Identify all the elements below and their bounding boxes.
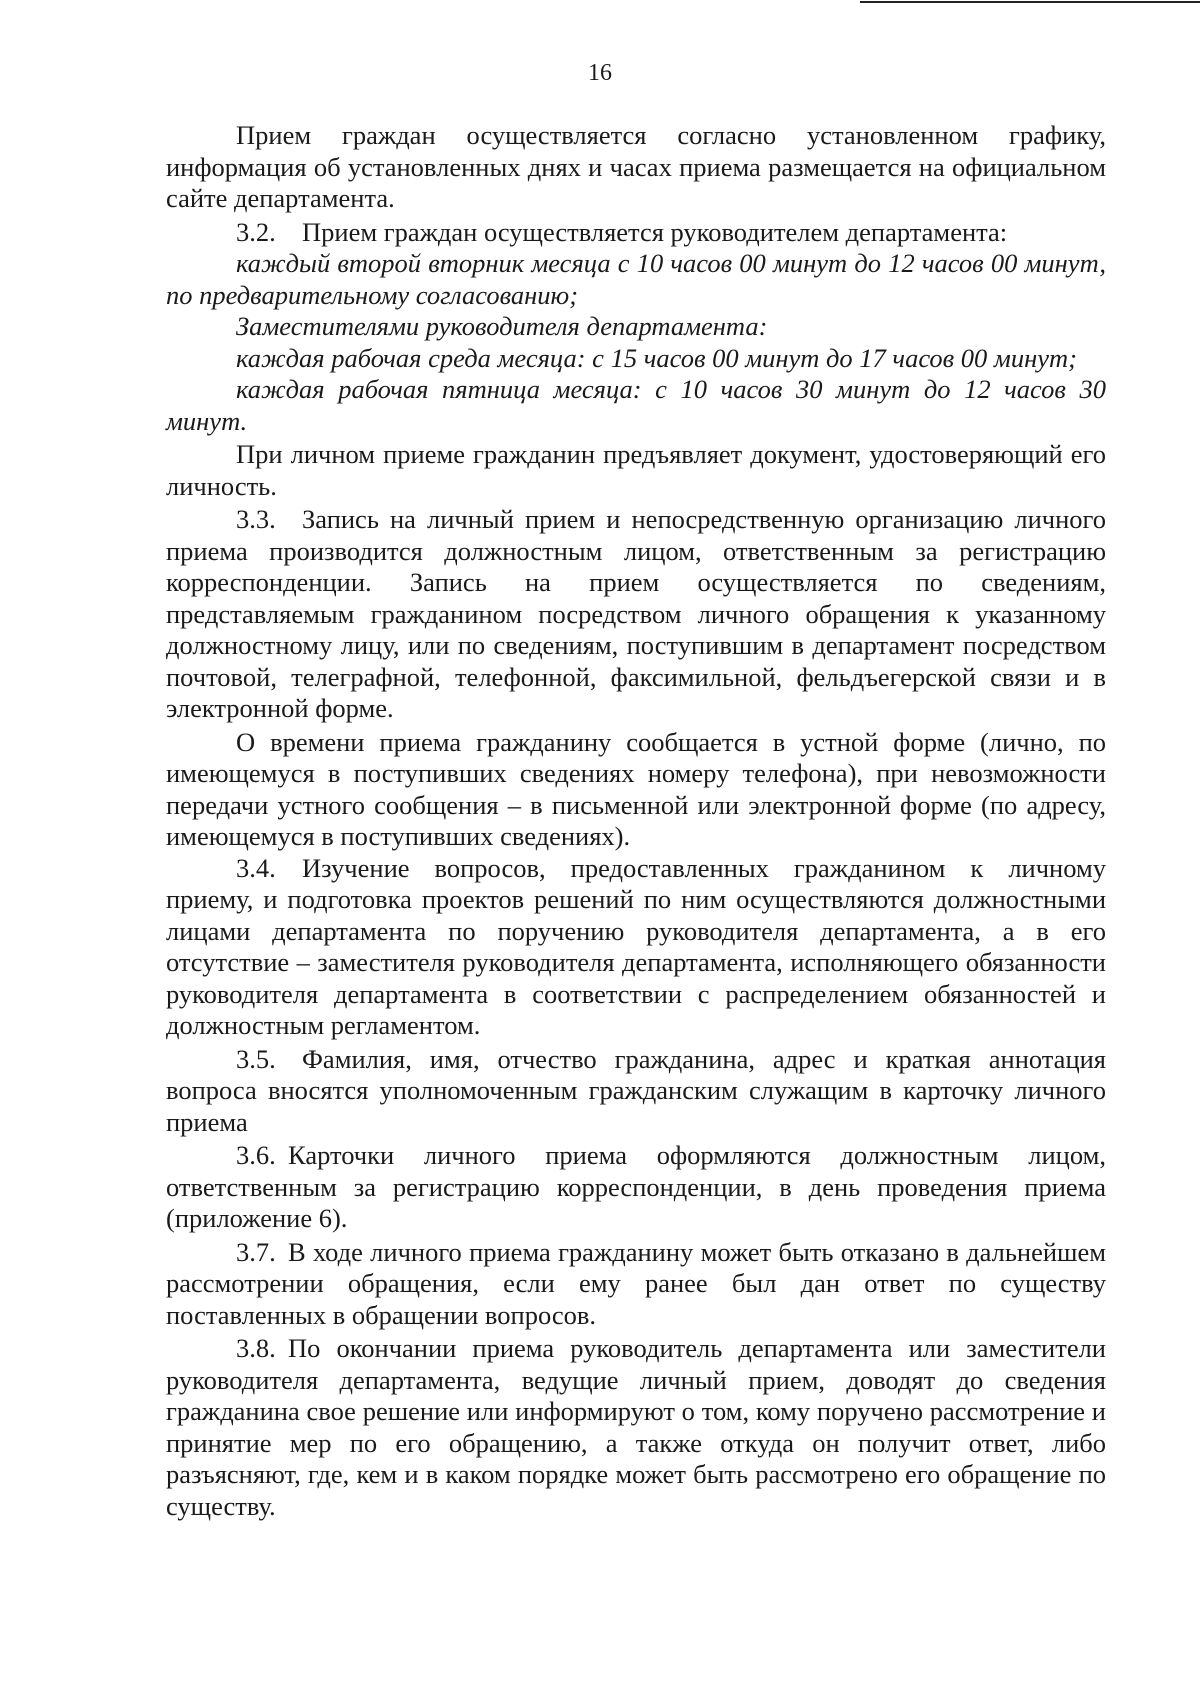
clause-number: 3.3. [236, 504, 276, 534]
page-number: 16 [588, 60, 612, 86]
paragraph-3-6: 3.6. Карточки личного приема оформляются должностным лицом, ответственным за регистрацию корреспонденции, в день проведения приема (приложение 6). [166, 1140, 1106, 1233]
paragraph-3-8: 3.8. По окончании приема руководитель департамента или заместители руководителя департамента, ведущие личный прием, доводят до сведения гражданина свое решение или информируют о том, кому поручено рассмотрение и принятие мер по его обращению, а также откуда он получит ответ, либо разъясняют, где, кем и в каком порядке может быть рассмотрено его обращение по существу. [166, 1333, 1106, 1521]
paragraph-reception-schedule: Прием граждан осуществляется согласно установленном графику, информация об установленных днях и часах приема размещается на официальном сайте департамента. [166, 120, 1106, 213]
clause-number: 3.7. [236, 1236, 276, 1267]
paragraph-wednesday-schedule: каждая рабочая среда месяца: с 15 часов 00 минут до 17 часов 00 минут; [236, 342, 1077, 373]
paragraph-3-3: 3.3. Запись на личный прием и непосредственную организацию личного приема производится должностным лицом, ответственным за регистрацию корреспонденции. Запись на прием осуществляется по сведениям, представляемым гражданином посредством личного обращения к указанному должностному лицу, или по сведениям, поступившим в департамент посредством почтовой, телеграфной, телефонной, факсимильной, фельдъегерской связи и в электронной форме. [166, 504, 1106, 723]
clause-number: 3.6. [236, 1140, 276, 1170]
paragraph-friday-schedule: каждая рабочая пятница месяца: с 10 часов 30 минут до 12 часов 30 минут. [166, 374, 1106, 436]
paragraph-deputies-heading: Заместителями руководителя департамента: [236, 311, 768, 341]
clause-number: 3.2. [236, 216, 276, 247]
paragraph-3-2: 3.2. Прием граждан осуществляется руководителем департамента: [236, 216, 1008, 247]
document-body [166, 120, 1106, 1522]
paragraph-3-5: 3.5. Фамилия, имя, отчество гражданина, адрес и краткая аннотация вопроса вносятся уполномоченным гражданским служащим в карточку личного приема [166, 1043, 1106, 1137]
paragraph-3-4: 3.4. Изучение вопросов, предоставленных гражданином к личному приему, и подготовка проектов решений по ним осуществляются должностными лицами департамента по поручению руководителя департамента, а в его отсутствие – заместителя руководителя департамента, исполняющего обязанности руководителя департамента в соответствии с распределением обязанностей и должностным регламентом. [166, 852, 1106, 1040]
clause-number: 3.5. [236, 1043, 276, 1074]
paragraph-head-schedule: каждый второй вторник месяца с 10 часов 00 минут до 12 часов 00 минут, по предварительному согласованию; [166, 248, 1106, 310]
paragraph-notification: О времени приема гражданину сообщается в устной форме (лично, по имеющемуся в поступивших сведениях номеру телефона), при невозможности передачи устного сообщения – в письменной или электронной форме (по адресу, имеющемуся в поступивших сведениях). [166, 726, 1106, 851]
clause-number: 3.8. [236, 1333, 276, 1363]
scan-edge-line [860, 1, 1200, 3]
clause-number: 3.4. [236, 852, 276, 883]
paragraph-3-7: 3.7. В ходе личного приема гражданину может быть отказано в дальнейшем рассмотрении обращения, если ему ранее был дан ответ по существу поставленных в обращении вопросов. [166, 1236, 1106, 1330]
paragraph-identity-document: При личном приеме гражданин предъявляет документ, удостоверяющий его личность. [166, 439, 1106, 501]
